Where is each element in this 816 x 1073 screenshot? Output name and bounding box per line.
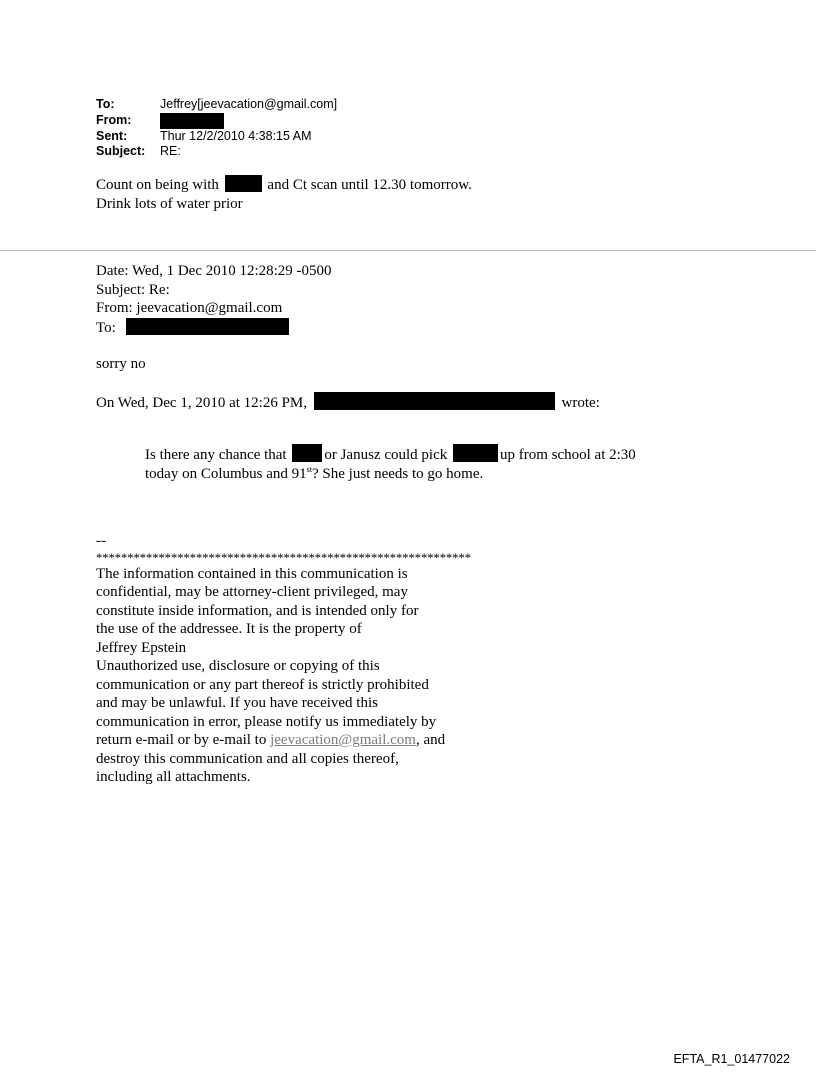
inner-line [145, 444, 636, 465]
quoted-header [96, 262, 332, 337]
sig-dashes: -- [96, 533, 106, 549]
header-from-row [96, 113, 337, 129]
sent-label: Sent: [96, 128, 128, 143]
sig-line [96, 731, 471, 750]
body-line [96, 175, 472, 195]
sig-line: the use of the addressee. It is the property of [96, 621, 362, 637]
attribution-text: On Wed, Dec 1, 2010 at 12:26 PM, [96, 395, 307, 411]
reply-text: sorry no [96, 356, 146, 372]
sig-line: The information contained in this communication is [96, 565, 408, 582]
inner-text: or Janusz could pick [324, 447, 448, 463]
email-header [96, 97, 337, 160]
sig-line: communication in error, please notify us immediately by [96, 713, 437, 730]
ordinal-suffix: st [306, 464, 313, 474]
message-body [96, 175, 472, 213]
body-text: and Ct scan until 12.30 tomorrow. [267, 177, 472, 193]
sig-line: confidential, may be attorney-client privileged, may [96, 584, 408, 600]
redaction-box [453, 444, 498, 462]
sig-stars: ************************************************************ [96, 550, 471, 565]
sig-line: including all attachments. [96, 769, 251, 785]
divider [0, 250, 816, 251]
sig-line: communication or any part thereof is strictly prohibited [96, 676, 429, 693]
inner-text: today on Columbus and 91 [145, 465, 307, 482]
header-subject-row [96, 144, 337, 160]
quoted-to-label: To: [96, 319, 116, 336]
subject-value: RE: [160, 144, 181, 158]
redaction-box [160, 113, 224, 129]
header-sent-row [96, 129, 337, 145]
sig-text: , and [415, 732, 446, 748]
attribution-line [96, 392, 600, 413]
sig-line: and may be unlawful. If you have received this [96, 695, 378, 711]
redaction-box [314, 392, 555, 410]
quoted-date: Date: Wed, 1 Dec 2010 12:28:29 -0500 [96, 263, 332, 279]
sig-line: destroy this communication and all copies thereof, [96, 750, 399, 767]
body-text: Count on being with [96, 177, 219, 193]
to-label: To: [96, 97, 115, 111]
from-label: From: [96, 112, 132, 127]
bates-number: EFTA_R1_01477022 [673, 1052, 790, 1066]
subject-label: Subject: [96, 144, 146, 158]
quoted-from: From: jeevacation@gmail.com [96, 300, 283, 316]
inner-text: ? She just needs to go home. [312, 465, 484, 482]
inner-quote [145, 444, 636, 483]
sig-text: return e-mail or by e-mail to [96, 732, 271, 748]
quoted-subject: Subject: Re: [96, 281, 170, 298]
body-line: Drink lots of water prior [96, 195, 243, 212]
redaction-box [292, 444, 322, 462]
signature-block [96, 532, 471, 787]
header-to-row [96, 97, 337, 113]
inner-text: up from school at 2:30 [499, 447, 636, 463]
attribution-text: wrote: [561, 395, 600, 411]
redaction-box [225, 175, 262, 192]
redaction-box [126, 318, 289, 335]
sig-line: Jeffrey Epstein [96, 639, 187, 656]
to-value: Jeffrey[jeevacation@gmail.com] [160, 97, 338, 111]
quoted-to [96, 318, 332, 338]
sig-line: Unauthorized use, disclosure or copying of this [96, 658, 380, 674]
email-link[interactable]: jeevacation@gmail.com [270, 732, 416, 748]
sig-line: constitute inside information, and is intended only for [96, 602, 419, 619]
inner-text: Is there any chance that [145, 447, 287, 463]
inner-line [145, 465, 636, 484]
sent-value: Thur 12/2/2010 4:38:15 AM [160, 128, 312, 143]
